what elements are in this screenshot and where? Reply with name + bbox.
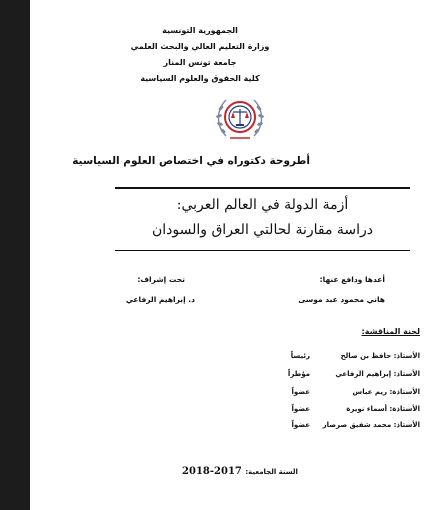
thesis-type: أطروحة دكتوراه في اختصاص العلوم السياسية [72, 155, 310, 167]
member-role: مؤطراً [287, 370, 310, 378]
member-role: عضواً [291, 388, 310, 396]
academic-year [170, 466, 310, 477]
member-name: الأستاذ: إبراهيم الرفاعي [335, 370, 420, 378]
committee-heading: لجنة المناقشة: [361, 327, 420, 336]
thesis-title-line-2: دراسة مقارنة لحالتي العراق والسودان [151, 222, 374, 238]
member-name: الأستاذ: حافظ بن صالح [340, 352, 420, 360]
member-role: عضواً [291, 405, 310, 413]
member-name: الأستاذة: أسماء نويرة [346, 405, 420, 413]
ministry-line: وزارة التعليم العالي والبحث العلمي [130, 42, 270, 51]
title-top-rule [115, 187, 410, 189]
academic-year-value: 2018-2017 [182, 466, 242, 477]
left-binding-bar [0, 0, 30, 510]
thesis-cover-page [30, 0, 430, 510]
author-name: هاني محمود عبد موسى [298, 295, 385, 304]
title-bottom-rule [115, 250, 410, 251]
supervisor-label: تحت إشراف: [137, 275, 185, 284]
faculty-line: كلية الحقوق والعلوم السياسية [140, 74, 260, 83]
university-line: جامعة تونس المنار [163, 58, 237, 67]
committee-member [270, 405, 420, 417]
member-role: عضواً [291, 421, 310, 429]
supervisor-name: د. إبراهيم الرفاعي [125, 295, 195, 304]
member-role: رئيساً [290, 352, 310, 360]
member-name: الأستاذة: ريم عباس [352, 388, 420, 396]
member-name: الأستاذ: محمد شفيق صرصار [322, 421, 420, 429]
committee-member [270, 388, 420, 400]
academic-year-label: السنة الجامعية: [245, 468, 298, 476]
committee-member [270, 370, 420, 382]
committee-member [270, 421, 420, 433]
committee-member [270, 352, 420, 364]
republic-line: الجمهورية التونسية [162, 26, 238, 35]
faculty-emblem-icon [212, 90, 268, 146]
author-label: أعدها ودافع عنها: [319, 275, 385, 284]
thesis-title-line-1: أزمة الدولة في العالم العربي: [176, 197, 349, 213]
